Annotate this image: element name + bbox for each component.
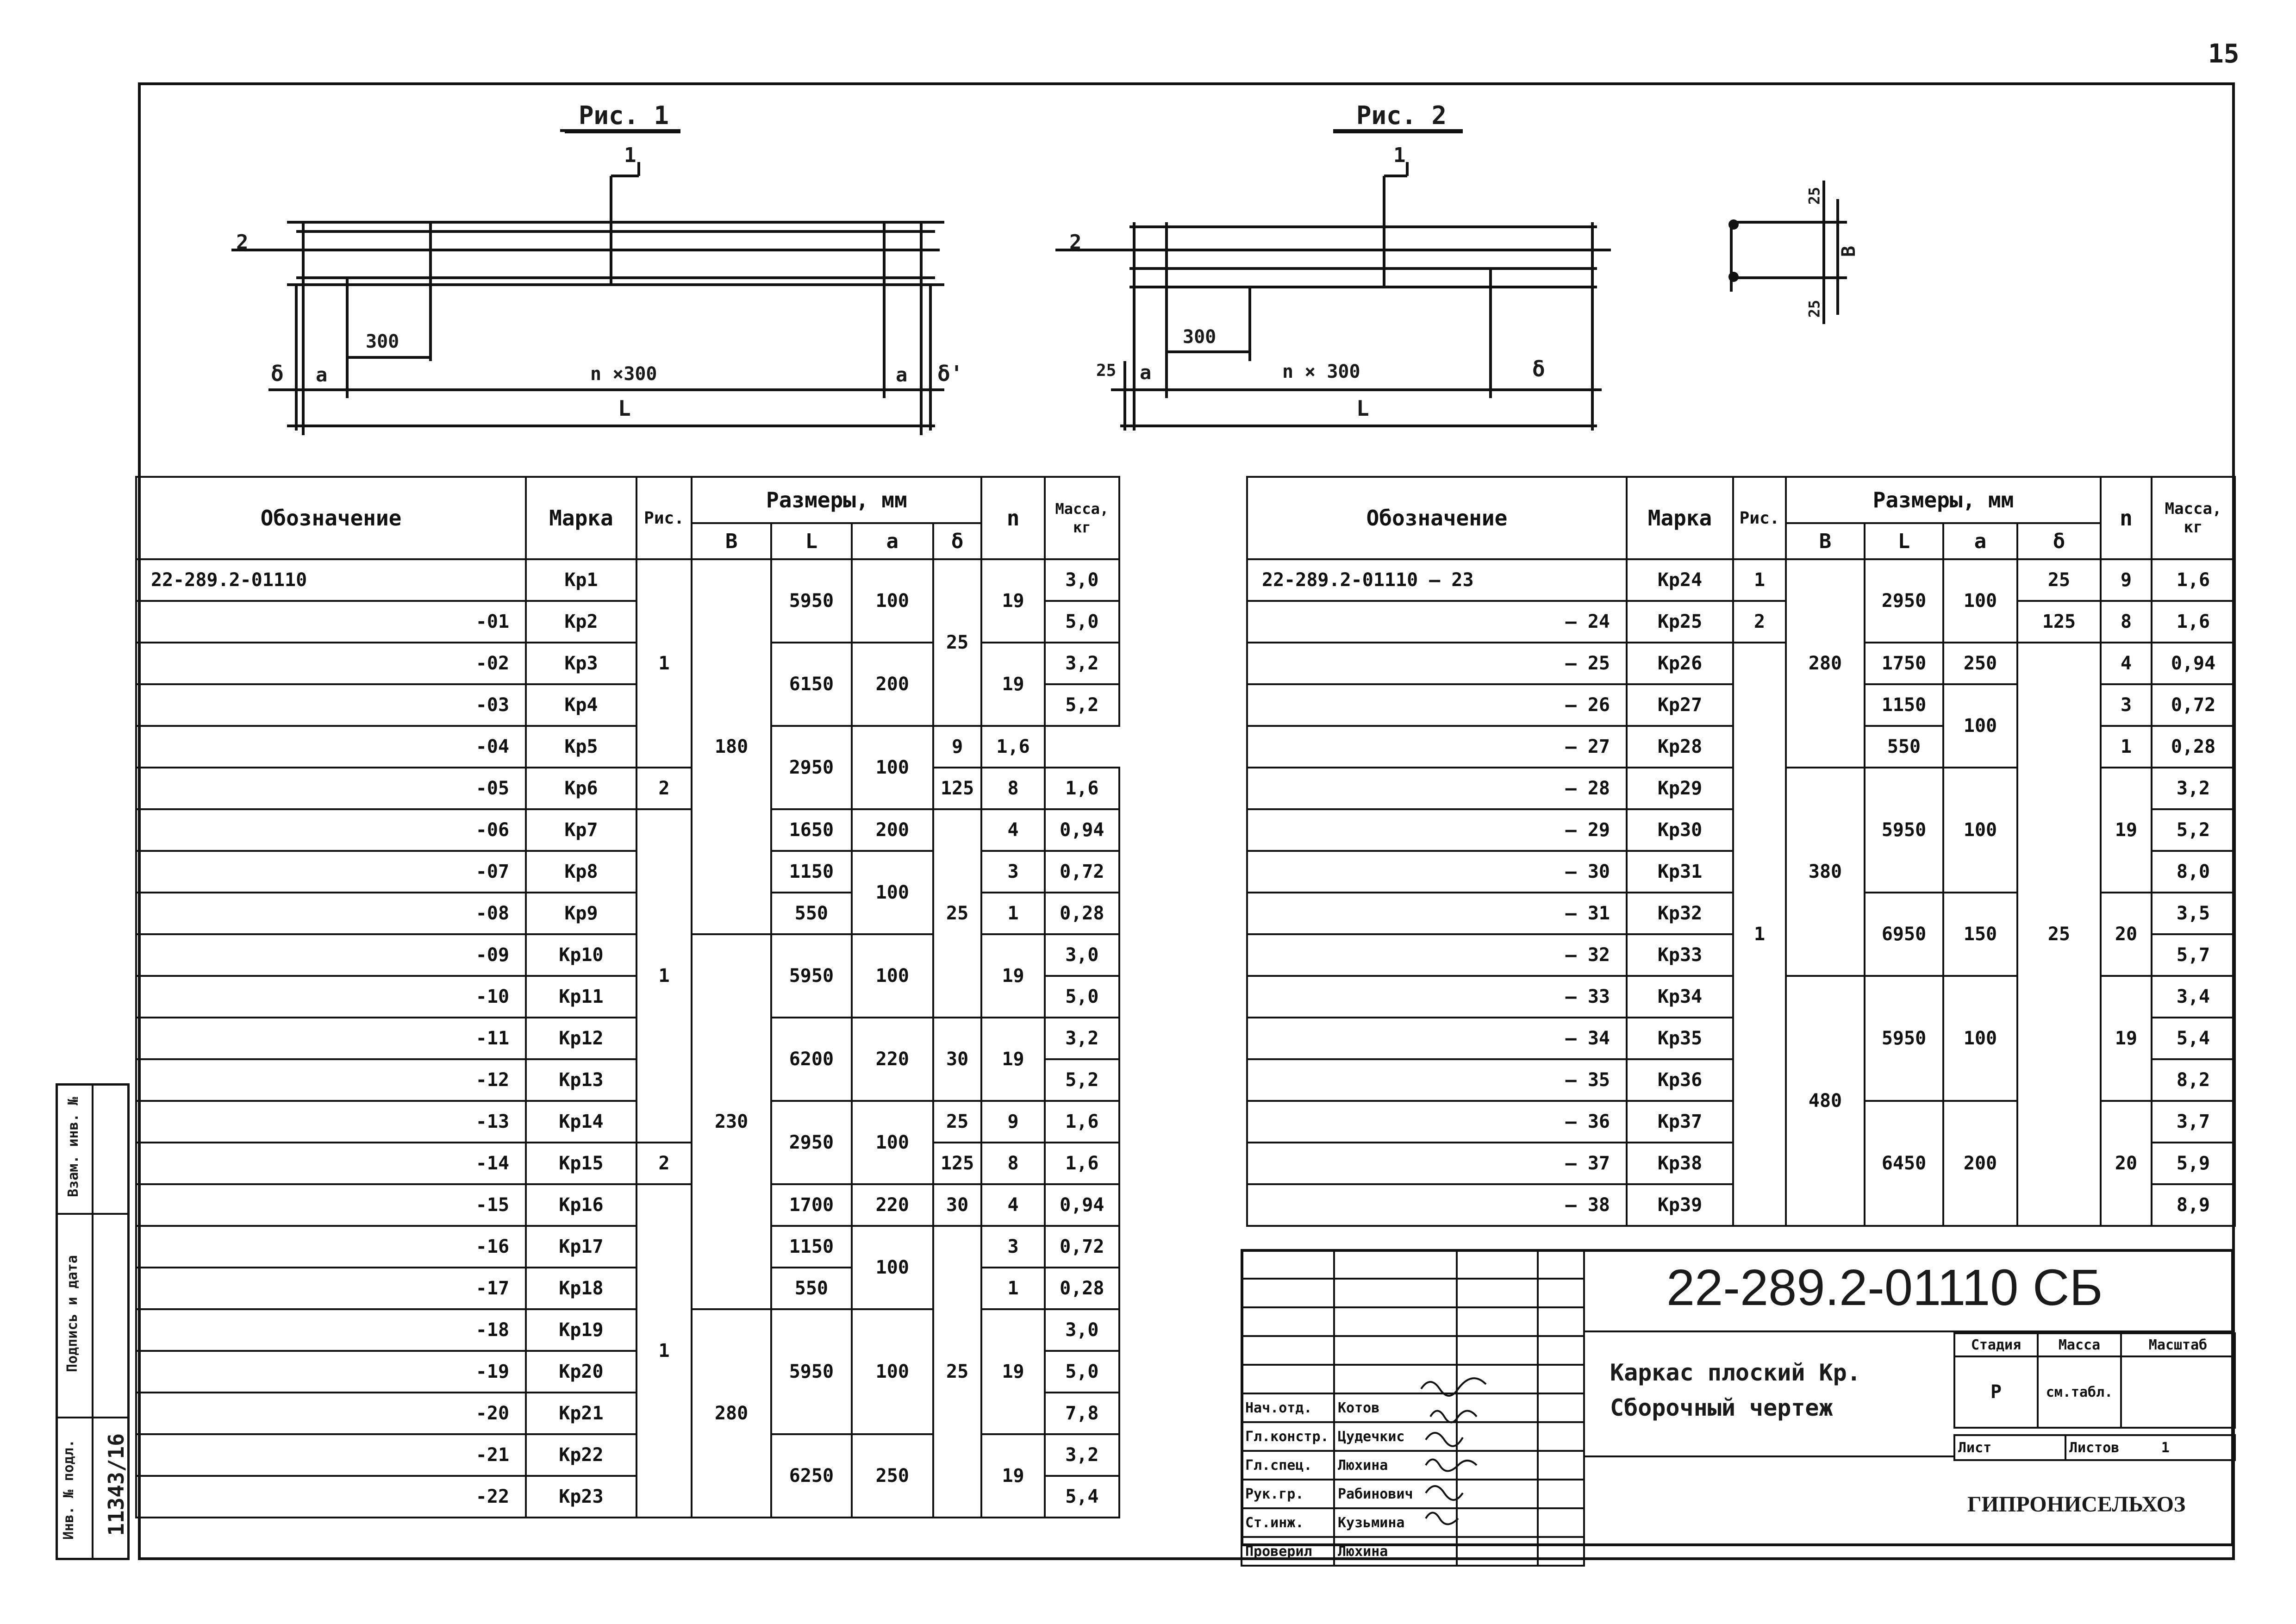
fig1-title-underline <box>565 131 680 133</box>
table-row-mass: 8,9 <box>2152 1184 2235 1226</box>
table-row-mark: Кр34 <box>1627 976 1733 1018</box>
cell-a: 250 <box>852 1434 933 1518</box>
signer-name: Люхина <box>1334 1537 1457 1566</box>
cell-L: 2950 <box>771 726 852 809</box>
table-row-mark: Кр26 <box>1627 643 1733 684</box>
cell-L: 1700 <box>771 1184 852 1226</box>
table-row-mark: Кр20 <box>526 1351 636 1393</box>
side-stamp-inv-value: 11343/16 <box>103 1433 129 1536</box>
table-row-designation: -21 <box>136 1434 526 1476</box>
table-row-mark: Кр3 <box>526 643 636 684</box>
header-n: n <box>981 477 1044 559</box>
table-row-mark: Кр5 <box>526 726 636 768</box>
cell-L: 6200 <box>771 1018 852 1101</box>
cell-delta: 125 <box>933 1143 982 1184</box>
table-row-designation: – 36 <box>1247 1101 1627 1143</box>
table-row-designation: -05 <box>136 768 526 809</box>
table-row-designation: – 26 <box>1247 684 1627 726</box>
table-row-designation: -01 <box>136 601 526 643</box>
cell-delta: 25 <box>2017 559 2101 601</box>
table-row-mass: 1,6 <box>981 726 1044 768</box>
stage-value: Р <box>1954 1356 2038 1428</box>
cell-delta: 25 <box>933 809 982 1018</box>
cell-B: 230 <box>692 934 771 1309</box>
table-row-mass: 1,6 <box>1045 1143 1119 1184</box>
table-row-mass: 0,28 <box>2152 726 2235 768</box>
table-row-designation: 22-289.2-01110 <box>136 559 526 601</box>
table-row-mass: 0,94 <box>1045 1184 1119 1226</box>
fig2-title-underline <box>1333 131 1463 133</box>
cell-fig: 2 <box>636 1143 692 1184</box>
fig2-dim-L: L <box>1356 396 1369 421</box>
fig2-dim-300: 300 <box>1183 326 1217 348</box>
table-row-mark: Кр31 <box>1627 851 1733 893</box>
table-row-designation: -09 <box>136 934 526 976</box>
cell-a: 220 <box>852 1184 933 1226</box>
cell-a: 100 <box>1943 768 2017 893</box>
cell-L: 1650 <box>771 809 852 851</box>
signer-role: Ст.инж. <box>1242 1508 1334 1537</box>
table-row-mark: Кр4 <box>526 684 636 726</box>
fig1-title: Рис. 1 <box>579 101 669 130</box>
section-dim-B: B <box>1838 245 1860 257</box>
header-a: a <box>1943 523 2017 559</box>
table-row-mass: 0,72 <box>2152 684 2235 726</box>
cell-L: 550 <box>771 893 852 934</box>
table-row-mass: 3,0 <box>1045 559 1119 601</box>
table-row-mark: Кр7 <box>526 809 636 851</box>
cell-fig: 1 <box>1733 559 1786 601</box>
cell-n: 19 <box>981 1434 1044 1518</box>
table-row-mass: 5,0 <box>1045 976 1119 1018</box>
table-row-designation: – 28 <box>1247 768 1627 809</box>
cell-a: 220 <box>852 1018 933 1101</box>
stage-label: Стадия <box>1954 1333 2038 1356</box>
table-row-mass: 5,7 <box>2152 934 2235 976</box>
table-row-designation: – 33 <box>1247 976 1627 1018</box>
table-row-mark: Кр2 <box>526 601 636 643</box>
cell-delta: 30 <box>933 1184 982 1226</box>
table-row-mark: Кр23 <box>526 1476 636 1518</box>
table-row-mark: Кр27 <box>1627 684 1733 726</box>
cell-fig: 1 <box>636 559 692 768</box>
cell-L: 5950 <box>771 1309 852 1434</box>
table-row-designation: -11 <box>136 1018 526 1059</box>
table-row-mark: Кр16 <box>526 1184 636 1226</box>
fig2-callout-2: 2 <box>1069 231 1082 254</box>
table-row-designation: – 32 <box>1247 934 1627 976</box>
table-row-mark: Кр9 <box>526 893 636 934</box>
table-row-mark: Кр35 <box>1627 1018 1733 1059</box>
cell-B: 480 <box>1786 976 1865 1226</box>
cell-delta: 30 <box>933 1018 982 1101</box>
table-row-mass: 3,7 <box>2152 1101 2235 1143</box>
table-row-mass: 7,8 <box>1045 1393 1119 1434</box>
table-row-designation: – 34 <box>1247 1018 1627 1059</box>
table-row-mass: 3,0 <box>1045 934 1119 976</box>
signer-name: Рабинович <box>1334 1480 1457 1508</box>
table-row-mark: Кр21 <box>526 1393 636 1434</box>
table-row-designation: 22-289.2-01110 – 23 <box>1247 559 1627 601</box>
sheets-value: 1 <box>2161 1439 2170 1456</box>
table-row-mark: Кр11 <box>526 976 636 1018</box>
cell-a: 250 <box>1943 643 2017 684</box>
table-row-mark: Кр36 <box>1627 1059 1733 1101</box>
table-row-mass: 8,0 <box>2152 851 2235 893</box>
cell-a: 200 <box>1943 1101 2017 1226</box>
header-dims: Размеры, мм <box>692 477 981 523</box>
cell-fig: 1 <box>636 1184 692 1518</box>
cell-n: 19 <box>2101 976 2152 1101</box>
table-row-mass: 3,0 <box>1045 1309 1119 1351</box>
table-row-mass: 0,28 <box>1045 1268 1119 1309</box>
cell-a: 100 <box>852 934 933 1018</box>
sheets-label: Листов <box>2069 1439 2120 1456</box>
table-row-designation: -19 <box>136 1351 526 1393</box>
cell-delta: 25 <box>933 559 982 726</box>
cell-a: 150 <box>1943 893 2017 976</box>
header-a: a <box>852 523 933 559</box>
signer-name: Котов <box>1334 1393 1457 1422</box>
cell-n: 9 <box>2101 559 2152 601</box>
fig1-dim-delta-left: δ <box>271 361 284 386</box>
table-row-designation: -12 <box>136 1059 526 1101</box>
table-row-mark: Кр33 <box>1627 934 1733 976</box>
table-row-mass: 5,2 <box>2152 809 2235 851</box>
table-row-designation: -10 <box>136 976 526 1018</box>
header-delta: δ <box>2017 523 2101 559</box>
doc-code: 22-289.2-01110 СБ <box>1666 1259 2103 1316</box>
table-row-designation: -13 <box>136 1101 526 1143</box>
table-row-mass: 0,72 <box>1045 1226 1119 1268</box>
cell-n: 19 <box>981 934 1044 1018</box>
table-row-designation: – 24 <box>1247 601 1627 643</box>
cell-fig: 1 <box>636 809 692 1143</box>
cell-a: 200 <box>852 643 933 726</box>
table-row-mark: Кр29 <box>1627 768 1733 809</box>
cell-L: 5950 <box>771 559 852 643</box>
table-row-designation: -06 <box>136 809 526 851</box>
cell-delta: 25 <box>933 1226 982 1518</box>
table-row-designation: – 35 <box>1247 1059 1627 1101</box>
table-row-designation: -16 <box>136 1226 526 1268</box>
fig1-dim-n300: n ×300 <box>590 363 657 385</box>
mass-label: Масса <box>2038 1333 2121 1356</box>
table-row-mass: 0,72 <box>1045 851 1119 893</box>
table-row-designation: -22 <box>136 1476 526 1518</box>
signer-role: Рук.гр. <box>1242 1480 1334 1508</box>
side-stamp-row-divider-2 <box>56 1417 130 1418</box>
table-row-mark: Кр28 <box>1627 726 1733 768</box>
table-row-mark: Кр18 <box>526 1268 636 1309</box>
cell-n: 19 <box>981 559 1044 643</box>
table-row-designation: – 30 <box>1247 851 1627 893</box>
cell-B: 280 <box>1786 559 1865 768</box>
table-row-designation: – 37 <box>1247 1143 1627 1184</box>
table-row-mass: 5,0 <box>1045 601 1119 643</box>
cell-L: 5950 <box>1865 976 1943 1101</box>
cell-n: 19 <box>981 1309 1044 1434</box>
table-row-mark: Кр24 <box>1627 559 1733 601</box>
cell-n: 8 <box>2101 601 2152 643</box>
header-mass: Масса, кг <box>2152 477 2235 559</box>
header-designation: Обозначение <box>136 477 526 559</box>
header-L: L <box>1865 523 1943 559</box>
header-mark: Марка <box>1627 477 1733 559</box>
signer-name: Цудечкис <box>1334 1422 1457 1451</box>
sheet-label: Лист <box>1954 1435 2065 1460</box>
cell-n: 4 <box>981 1184 1044 1226</box>
cell-n: 1 <box>2101 726 2152 768</box>
organization: ГИПРОНИСЕЛЬХОЗ <box>1967 1492 2186 1517</box>
cell-delta: 25 <box>2017 643 2101 1226</box>
table-row-mark: Кр32 <box>1627 893 1733 934</box>
header-designation: Обозначение <box>1247 477 1627 559</box>
signer-role: Гл.констр. <box>1242 1422 1334 1451</box>
cell-a: 100 <box>1943 559 2017 643</box>
fig2-dim-delta: δ <box>1532 356 1545 381</box>
table-row-mass: 0,94 <box>1045 809 1119 851</box>
cell-delta: 125 <box>2017 601 2101 643</box>
mass-value: см.табл. <box>2038 1356 2121 1428</box>
table-row-mark: Кр37 <box>1627 1101 1733 1143</box>
cell-B: 280 <box>692 1309 771 1518</box>
cell-L: 550 <box>771 1268 852 1309</box>
cell-n: 1 <box>981 893 1044 934</box>
cell-n: 19 <box>981 1018 1044 1101</box>
table-row-mark: Кр8 <box>526 851 636 893</box>
table-row-mark: Кр22 <box>526 1434 636 1476</box>
table-row-mark: Кр12 <box>526 1018 636 1059</box>
fig1-callout-1: 1 <box>624 144 636 167</box>
cell-L: 1150 <box>771 1226 852 1268</box>
drawings <box>0 0 2296 477</box>
cell-n: 3 <box>2101 684 2152 726</box>
table-row-mass: 0,94 <box>2152 643 2235 684</box>
header-delta: δ <box>933 523 982 559</box>
drawing-name-line1: Каркас плоский Кр. <box>1610 1359 1861 1386</box>
cell-n: 20 <box>2101 1101 2152 1226</box>
scale-label: Масштаб <box>2121 1333 2235 1356</box>
table-row-mark: Кр6 <box>526 768 636 809</box>
section-dim-bottom: 25 <box>1805 300 1823 318</box>
side-stamp-podpis: Подпись и дата <box>64 1255 81 1372</box>
header-fig: Рис. <box>1733 477 1786 559</box>
cell-B: 380 <box>1786 768 1865 976</box>
cell-L: 2950 <box>1865 559 1943 643</box>
cell-fig: 2 <box>1733 601 1786 643</box>
cell-a: 100 <box>852 851 933 934</box>
header-mark: Марка <box>526 477 636 559</box>
cell-L: 5950 <box>771 934 852 1018</box>
table-row-designation: – 38 <box>1247 1184 1627 1226</box>
cell-n: 9 <box>981 1101 1044 1143</box>
fig2-dim-25: 25 <box>1096 361 1117 380</box>
table-row-mass: 3,2 <box>1045 1434 1119 1476</box>
fig2-dim-n300: n × 300 <box>1282 361 1360 382</box>
table-row-mass: 1,6 <box>2152 601 2235 643</box>
cell-n: 20 <box>2101 893 2152 976</box>
table-row-designation: -20 <box>136 1393 526 1434</box>
table-row-mass: 5,2 <box>1045 1059 1119 1101</box>
cell-fig: 2 <box>636 768 692 809</box>
fig1-dim-300: 300 <box>366 331 399 352</box>
fig1-dim-L: L <box>618 396 631 421</box>
header-B: B <box>1786 523 1865 559</box>
cell-a: 100 <box>852 559 933 643</box>
table-row-designation: – 29 <box>1247 809 1627 851</box>
header-dims: Размеры, мм <box>1786 477 2101 523</box>
fig1-dim-a-right: a <box>896 363 908 386</box>
side-stamp-col-divider <box>92 1083 94 1560</box>
cell-delta: 25 <box>933 1101 982 1143</box>
cell-delta: 125 <box>933 768 982 809</box>
table-row-designation: -18 <box>136 1309 526 1351</box>
cell-L: 6950 <box>1865 893 1943 976</box>
signer-role: Гл.спец. <box>1242 1451 1334 1480</box>
cell-a: 100 <box>1943 684 2017 768</box>
table-row-mark: Кр19 <box>526 1309 636 1351</box>
signer-role: Нач.отд. <box>1242 1393 1334 1422</box>
table-row-mark: Кр38 <box>1627 1143 1733 1184</box>
side-stamp-row-divider-1 <box>56 1213 130 1215</box>
table-row-mass: 5,2 <box>1045 684 1119 726</box>
header-mass: Масса, кг <box>1045 477 1119 559</box>
header-L: L <box>771 523 852 559</box>
table-row-designation: – 25 <box>1247 643 1627 684</box>
cell-L: 1150 <box>1865 684 1943 726</box>
table-row-mark: Кр14 <box>526 1101 636 1143</box>
signer-name: Кузьмина <box>1334 1508 1457 1537</box>
cell-fig: 1 <box>1733 643 1786 1226</box>
org-cell <box>1583 1457 1953 1546</box>
table-row-designation: -03 <box>136 684 526 726</box>
table-row-mark: Кр13 <box>526 1059 636 1101</box>
fig2-title: Рис. 2 <box>1356 101 1447 130</box>
sheet-grid <box>1953 1434 2236 1461</box>
fig1-callout-2: 2 <box>236 231 249 254</box>
table-row-mass: 3,5 <box>2152 893 2235 934</box>
table-row-mark: Кр15 <box>526 1143 636 1184</box>
stage-grid <box>1953 1332 2236 1429</box>
cell-L: 5950 <box>1865 768 1943 893</box>
header-fig: Рис. <box>636 477 692 559</box>
signature-scribbles <box>1412 1370 1551 1546</box>
cell-L: 6250 <box>771 1434 852 1518</box>
cell-n: 1 <box>981 1268 1044 1309</box>
table-row-designation: -14 <box>136 1143 526 1184</box>
cell-n: 19 <box>2101 768 2152 893</box>
cell-L: 1750 <box>1865 643 1943 684</box>
table-row-mass: 3,2 <box>1045 1018 1119 1059</box>
signer-name: Люхина <box>1334 1451 1457 1480</box>
cell-n: 4 <box>981 809 1044 851</box>
table-row-designation: -02 <box>136 643 526 684</box>
cell-n: 3 <box>981 851 1044 893</box>
table-row-mass: 0,28 <box>1045 893 1119 934</box>
table-row-mark: Кр1 <box>526 559 636 601</box>
fig1-dim-delta-right: δ' <box>937 361 963 386</box>
table-row-mark: Кр25 <box>1627 601 1733 643</box>
cell-a: 100 <box>852 1226 933 1309</box>
table-row-designation: -17 <box>136 1268 526 1309</box>
cell-n: 4 <box>2101 643 2152 684</box>
table-row-mass: 1,6 <box>1045 1101 1119 1143</box>
table-row-mark: Кр17 <box>526 1226 636 1268</box>
cell-L: 2950 <box>771 1101 852 1184</box>
table-row-mass: 3,2 <box>2152 768 2235 809</box>
cell-L: 1150 <box>771 851 852 893</box>
table-row-mass: 5,9 <box>2152 1143 2235 1184</box>
cell-n: 9 <box>933 726 982 768</box>
table-row-designation: – 27 <box>1247 726 1627 768</box>
cell-L: 6450 <box>1865 1101 1943 1226</box>
table-row-mass: 3,4 <box>2152 976 2235 1018</box>
cell-n: 8 <box>981 1143 1044 1184</box>
cell-a: 200 <box>852 809 933 851</box>
fig1-dim-a-left: a <box>316 363 328 386</box>
table-row-mark: Кр30 <box>1627 809 1733 851</box>
cell-n: 19 <box>981 643 1044 726</box>
table-row-designation: -15 <box>136 1184 526 1226</box>
side-stamp-vzam: Взам. инв. № <box>65 1097 81 1197</box>
table-row-designation: -08 <box>136 893 526 934</box>
cell-a: 100 <box>1943 976 2017 1101</box>
header-B: B <box>692 523 771 559</box>
table-row-mass: 8,2 <box>2152 1059 2235 1101</box>
cell-n: 8 <box>981 768 1044 809</box>
table-row-mass: 3,2 <box>1045 643 1119 684</box>
fig2-dim-a: a <box>1140 361 1152 384</box>
cell-B: 180 <box>692 559 771 934</box>
table-row-mass: 1,6 <box>1045 768 1119 809</box>
page-number: 15 <box>2208 39 2240 69</box>
header-n: n <box>2101 477 2152 559</box>
table-row-mass: 5,0 <box>1045 1351 1119 1393</box>
table-row-designation: -07 <box>136 851 526 893</box>
table-row-mark: Кр10 <box>526 934 636 976</box>
cell-a: 100 <box>852 726 933 809</box>
cell-L: 6150 <box>771 643 852 726</box>
cell-L: 550 <box>1865 726 1943 768</box>
spec-table-left <box>135 476 1120 1518</box>
cell-a: 100 <box>852 1309 933 1434</box>
side-stamp-inv-label: Инв. № подл. <box>60 1439 77 1540</box>
spec-table-right <box>1246 476 2236 1227</box>
fig2-callout-1: 1 <box>1393 144 1406 167</box>
table-row-designation: – 31 <box>1247 893 1627 934</box>
section-dim-top: 25 <box>1805 187 1823 205</box>
table-row-mass: 5,4 <box>1045 1476 1119 1518</box>
table-row-mass: 5,4 <box>2152 1018 2235 1059</box>
cell-n: 3 <box>981 1226 1044 1268</box>
cell-a: 100 <box>852 1101 933 1184</box>
table-row-designation: -04 <box>136 726 526 768</box>
signer-role: Проверил <box>1242 1537 1334 1566</box>
table-row-mark: Кр39 <box>1627 1184 1733 1226</box>
drawing-name-line2: Сборочный чертеж <box>1610 1394 1833 1421</box>
table-row-mass: 1,6 <box>2152 559 2235 601</box>
